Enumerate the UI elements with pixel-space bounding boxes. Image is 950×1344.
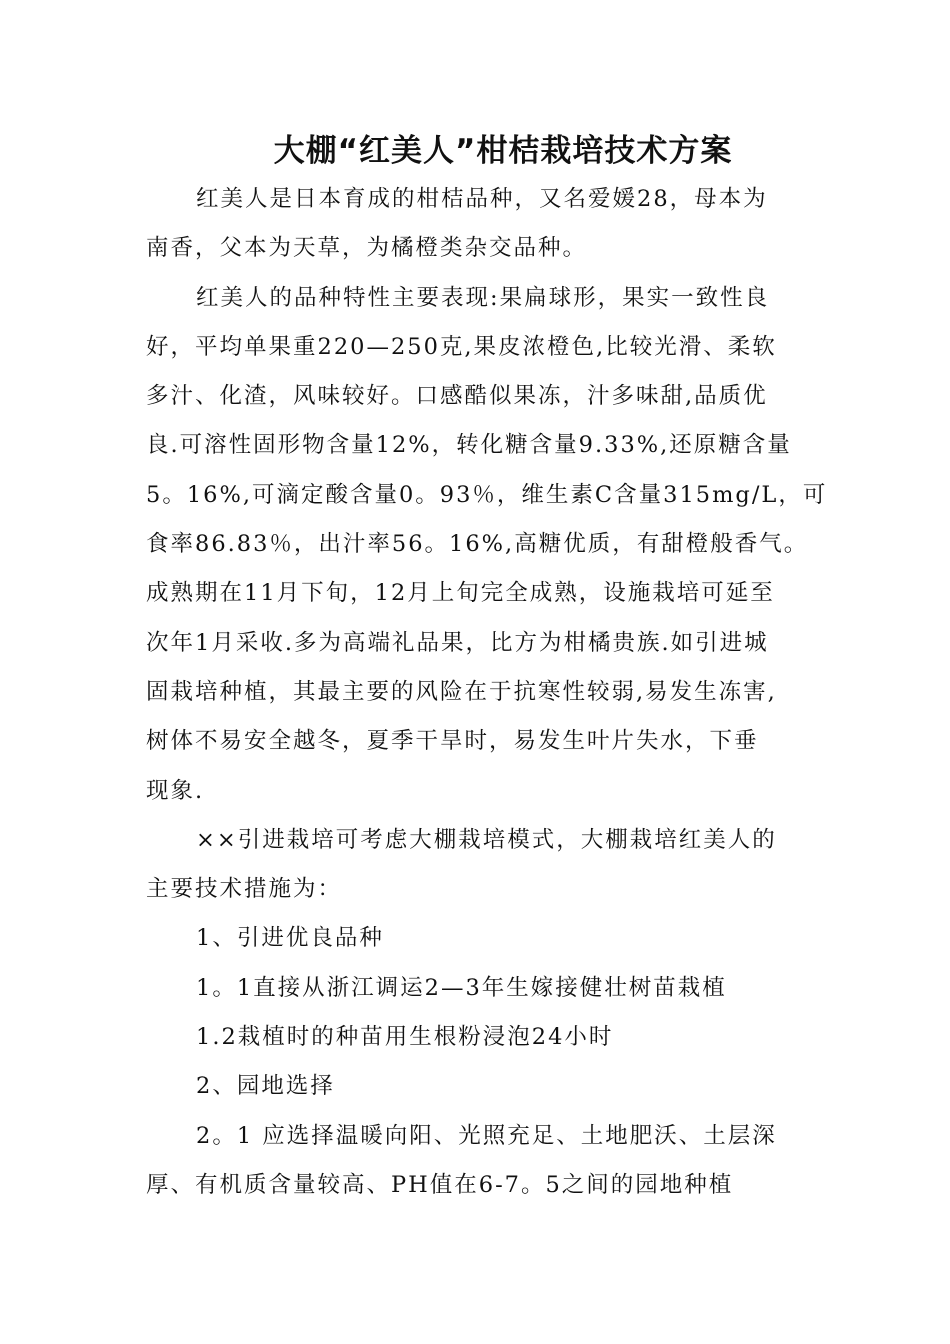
text-line: ××引进栽培可考虑大棚栽培模式，大棚栽培红美人的 xyxy=(196,826,777,853)
text-line: 红美人是日本育成的柑桔品种，又名爱媛28，母本为 xyxy=(196,186,768,212)
text-line: 现象. xyxy=(146,777,205,804)
text-line: 厚、有机质含量较高、PH值在6-7。5之间的园地种植 xyxy=(146,1171,734,1198)
text-line: 1。1直接从浙江调运2—3年生嫁接健壮树苗栽植 xyxy=(196,974,727,1001)
text-line: 1、引进优良品种 xyxy=(196,925,384,952)
text-line: 南香，父本为天草，为橘橙类杂交品种。 xyxy=(146,235,588,262)
text-line: 固栽培种植，其最主要的风险在于抗寒性较弱,易发生冻害, xyxy=(146,678,777,705)
text-line: 主要技术措施为： xyxy=(146,876,343,903)
text-line: 1.2栽植时的种苗用生根粉浸泡24小时 xyxy=(196,1024,614,1051)
text-line: 树体不易安全越冬，夏季干旱时，易发生叶片失水，下垂 xyxy=(146,728,759,755)
text-line: 2、园地选择 xyxy=(196,1073,335,1100)
text-line: 良.可溶性固形物含量12%，转化糖含量9.33%,还原糖含量 xyxy=(146,432,792,459)
text-line: 食率86.83％，出汁率56。16%,高糖优质，有甜橙般香气。 xyxy=(146,531,809,558)
text-line: 次年1月采收.多为高端礼品果，比方为柑橘贵族.如引进城 xyxy=(146,629,769,656)
text-line: 成熟期在11月下旬，12月上旬完全成熟，设施栽培可延至 xyxy=(146,580,775,607)
document-body xyxy=(146,175,836,1210)
text-line: 2。1 应选择温暖向阳、光照充足、土地肥沃、土层深 xyxy=(196,1122,777,1149)
text-line: 多汁、化渣，风味较好。口感酷似果冻，汁多味甜,品质优 xyxy=(146,383,768,410)
document-title: 大棚“红美人”柑桔栽培技术方案 xyxy=(273,133,733,169)
text-line: 好，平均单果重220—250克,果皮浓橙色,比较光滑、柔软 xyxy=(146,333,777,360)
text-line: 5。16%,可滴定酸含量0。93％，维生素C含量315mg/L，可 xyxy=(146,481,828,508)
text-line: 红美人的品种特性主要表现:果扁球形，果实一致性良 xyxy=(196,284,770,311)
